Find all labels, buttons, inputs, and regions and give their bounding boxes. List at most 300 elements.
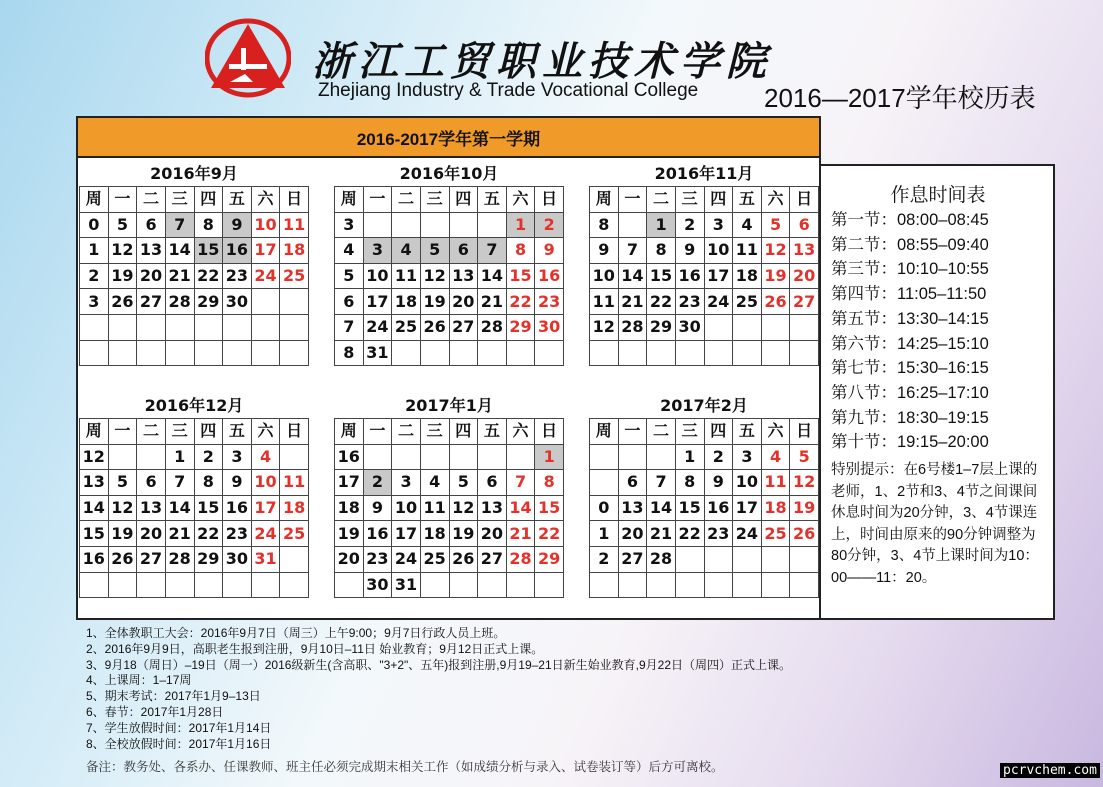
day-cell: 15 (506, 263, 535, 289)
day-cell (363, 444, 392, 470)
day-cell: 21 (165, 263, 194, 289)
day-cell: 18 (733, 263, 762, 289)
day-cell: 13 (449, 263, 478, 289)
day-cell: 16 (675, 263, 704, 289)
week-number: 1 (590, 521, 619, 547)
schedule-note: 特别提示：在6号楼1–7层上课的老师，1、2节和3、4节之间课间休息时间为20分钟，3、4节课连上，时间由原来的90分钟调整为80分钟，3、4节上课时间为10：00——11：20。 (831, 462, 1039, 586)
day-cell: 7 (618, 238, 647, 264)
day-cell (449, 212, 478, 238)
day-cell: 27 (618, 546, 647, 572)
day-cell: 17 (251, 238, 280, 264)
week-number: 17 (335, 470, 364, 496)
day-cell: 17 (733, 495, 762, 521)
month-calendar (589, 392, 819, 598)
weekday-header: 三 (675, 187, 704, 213)
day-cell (223, 572, 252, 598)
day-cell: 19 (420, 289, 449, 315)
weekday-header: 周 (80, 419, 109, 445)
week-number: 12 (590, 314, 619, 340)
weekday-header: 六 (251, 419, 280, 445)
week-number: 20 (335, 546, 364, 572)
day-cell: 5 (761, 212, 790, 238)
month-title: 2016年12月 (144, 396, 244, 415)
day-cell: 5 (108, 470, 137, 496)
day-cell (618, 340, 647, 366)
week-number (80, 314, 109, 340)
calendar-title: 2016—2017学年校历表 (764, 83, 1036, 113)
day-cell: 25 (392, 314, 421, 340)
weekday-header: 二 (647, 187, 676, 213)
day-cell (392, 444, 421, 470)
day-cell: 24 (392, 546, 421, 572)
day-cell (506, 340, 535, 366)
day-cell (535, 572, 564, 598)
day-cell (790, 572, 819, 598)
day-cell (478, 212, 507, 238)
day-cell: 26 (420, 314, 449, 340)
schedule-period: 第六节：14:25–15:10 (831, 334, 989, 353)
day-cell (108, 444, 137, 470)
day-cell: 24 (733, 521, 762, 547)
weekday-header: 日 (535, 187, 564, 213)
day-cell (704, 546, 733, 572)
schedule-period: 第四节：11:05–11:50 (831, 285, 987, 304)
day-cell: 30 (675, 314, 704, 340)
day-cell (392, 212, 421, 238)
day-cell (251, 289, 280, 315)
day-cell: 31 (251, 546, 280, 572)
day-cell: 15 (535, 495, 564, 521)
day-cell (420, 340, 449, 366)
day-cell: 22 (194, 521, 223, 547)
day-cell: 12 (108, 495, 137, 521)
weekday-header: 五 (733, 187, 762, 213)
day-cell: 15 (675, 495, 704, 521)
day-cell: 7 (506, 470, 535, 496)
day-cell (704, 572, 733, 598)
day-cell: 22 (194, 263, 223, 289)
weekday-header: 六 (506, 419, 535, 445)
day-cell: 13 (618, 495, 647, 521)
day-cell (506, 572, 535, 598)
day-cell (392, 340, 421, 366)
day-cell (761, 340, 790, 366)
day-cell: 24 (251, 263, 280, 289)
day-cell (618, 212, 647, 238)
weekday-header: 六 (251, 187, 280, 213)
day-cell (223, 314, 252, 340)
day-cell: 5 (108, 212, 137, 238)
day-cell (194, 572, 223, 598)
day-cell: 1 (535, 444, 564, 470)
day-cell: 1 (165, 444, 194, 470)
day-cell: 29 (647, 314, 676, 340)
day-cell: 26 (790, 521, 819, 547)
day-cell (449, 572, 478, 598)
week-number (590, 470, 619, 496)
schedule-period: 第十节：19:15–20:00 (831, 433, 989, 452)
day-cell: 10 (733, 470, 762, 496)
day-cell: 20 (478, 521, 507, 547)
day-cell: 21 (506, 521, 535, 547)
weekday-header: 周 (590, 187, 619, 213)
day-cell: 10 (704, 238, 733, 264)
day-cell: 28 (165, 289, 194, 315)
month-calendar (334, 160, 564, 366)
day-cell: 8 (194, 470, 223, 496)
day-cell (165, 340, 194, 366)
day-cell: 22 (506, 289, 535, 315)
day-cell: 5 (420, 238, 449, 264)
day-cell: 14 (618, 263, 647, 289)
week-number: 0 (590, 495, 619, 521)
day-cell: 14 (478, 263, 507, 289)
day-cell: 2 (363, 470, 392, 496)
day-cell: 10 (251, 212, 280, 238)
weekday-header: 一 (363, 419, 392, 445)
note-item: 5、期末考试：2017年1月9–13日 (86, 689, 261, 704)
day-cell: 18 (280, 495, 309, 521)
month-grid (334, 186, 564, 366)
week-number: 2 (80, 263, 109, 289)
day-cell: 18 (392, 289, 421, 315)
month-title: 2016年9月 (150, 164, 238, 183)
day-cell: 2 (704, 444, 733, 470)
day-cell: 9 (704, 470, 733, 496)
month-title: 2016年10月 (399, 164, 499, 183)
day-cell: 2 (535, 212, 564, 238)
weekday-header: 三 (165, 419, 194, 445)
week-number: 5 (335, 263, 364, 289)
day-cell: 19 (108, 521, 137, 547)
day-cell (108, 572, 137, 598)
week-number: 16 (335, 444, 364, 470)
day-cell: 6 (618, 470, 647, 496)
day-cell: 9 (223, 470, 252, 496)
day-cell: 20 (137, 263, 166, 289)
day-cell: 28 (478, 314, 507, 340)
day-cell: 23 (363, 546, 392, 572)
week-number: 16 (80, 546, 109, 572)
day-cell (618, 444, 647, 470)
day-cell (251, 340, 280, 366)
week-number: 3 (335, 212, 364, 238)
weekday-header: 五 (478, 419, 507, 445)
day-cell: 25 (280, 521, 309, 547)
month-calendar (334, 392, 564, 598)
day-cell: 17 (392, 521, 421, 547)
day-cell: 30 (223, 289, 252, 315)
day-cell (420, 572, 449, 598)
week-number: 14 (80, 495, 109, 521)
weekday-header: 六 (506, 187, 535, 213)
day-cell: 27 (790, 289, 819, 315)
day-cell: 11 (733, 238, 762, 264)
week-number: 0 (80, 212, 109, 238)
weekday-header: 日 (280, 187, 309, 213)
note-item: 8、全校放假时间：2017年1月16日 (86, 736, 272, 751)
day-cell: 23 (223, 263, 252, 289)
day-cell: 29 (194, 289, 223, 315)
month-calendar (79, 392, 309, 598)
day-cell: 5 (449, 470, 478, 496)
day-cell: 14 (165, 238, 194, 264)
month-title: 2017年1月 (405, 396, 493, 415)
week-number: 11 (590, 289, 619, 315)
week-number: 15 (80, 521, 109, 547)
day-cell (761, 314, 790, 340)
day-cell: 17 (704, 263, 733, 289)
day-cell: 1 (647, 212, 676, 238)
day-cell: 12 (449, 495, 478, 521)
day-cell: 25 (761, 521, 790, 547)
weekday-header: 三 (420, 419, 449, 445)
day-cell: 3 (363, 238, 392, 264)
day-cell (704, 314, 733, 340)
month-title: 2017年2月 (660, 396, 748, 415)
day-cell: 6 (790, 212, 819, 238)
weekday-header: 六 (761, 187, 790, 213)
day-cell: 28 (647, 546, 676, 572)
month-calendar (79, 160, 309, 366)
day-cell: 1 (675, 444, 704, 470)
day-cell: 11 (280, 212, 309, 238)
weekday-header: 二 (392, 419, 421, 445)
day-cell (280, 289, 309, 315)
day-cell (790, 340, 819, 366)
day-cell (165, 314, 194, 340)
day-cell (733, 546, 762, 572)
day-cell: 6 (137, 212, 166, 238)
day-cell: 21 (165, 521, 194, 547)
day-cell: 30 (535, 314, 564, 340)
day-cell (535, 340, 564, 366)
week-number: 19 (335, 521, 364, 547)
day-cell: 3 (223, 444, 252, 470)
day-cell: 12 (108, 238, 137, 264)
day-cell: 9 (363, 495, 392, 521)
day-cell: 5 (790, 444, 819, 470)
day-cell (675, 340, 704, 366)
day-cell: 20 (137, 521, 166, 547)
day-cell: 10 (363, 263, 392, 289)
week-number: 1 (80, 238, 109, 264)
day-cell: 14 (165, 495, 194, 521)
day-cell: 18 (280, 238, 309, 264)
weekday-header: 五 (733, 419, 762, 445)
day-cell: 20 (790, 263, 819, 289)
day-cell: 7 (478, 238, 507, 264)
weekday-header: 四 (449, 419, 478, 445)
week-number (335, 572, 364, 598)
day-cell (280, 444, 309, 470)
day-cell: 11 (761, 470, 790, 496)
month-grid (79, 186, 309, 366)
day-cell: 15 (194, 495, 223, 521)
day-cell (280, 340, 309, 366)
day-cell: 16 (363, 521, 392, 547)
day-cell: 7 (165, 212, 194, 238)
day-cell: 22 (675, 521, 704, 547)
day-cell (251, 572, 280, 598)
week-number: 7 (335, 314, 364, 340)
weekday-header: 三 (165, 187, 194, 213)
weekday-header: 二 (137, 187, 166, 213)
day-cell: 17 (251, 495, 280, 521)
weekday-header: 日 (790, 187, 819, 213)
schedule-period: 第七节：15:30–16:15 (831, 359, 989, 378)
day-cell (647, 340, 676, 366)
day-cell (704, 340, 733, 366)
day-cell (280, 314, 309, 340)
day-cell (478, 572, 507, 598)
schedule-period: 第五节：13:30–14:15 (831, 309, 989, 328)
note-item: 4、上课周：1–17周 (86, 673, 192, 688)
weekday-header: 一 (108, 187, 137, 213)
day-cell: 8 (675, 470, 704, 496)
weekday-header: 四 (704, 187, 733, 213)
weekday-header: 三 (675, 419, 704, 445)
school-logo (205, 18, 291, 98)
day-cell: 25 (420, 546, 449, 572)
schedule-period: 第九节：18:30–19:15 (831, 408, 989, 427)
day-cell: 19 (449, 521, 478, 547)
weekday-header: 日 (280, 419, 309, 445)
week-number: 9 (590, 238, 619, 264)
day-cell (108, 340, 137, 366)
weekday-header: 三 (420, 187, 449, 213)
day-cell (790, 546, 819, 572)
day-cell: 4 (733, 212, 762, 238)
remark: 备注：教务处、各系办、任课教师、班主任必须完成期末相关工作（如成绩分析与录入、试卷装订等）后方可离校。 (86, 760, 724, 774)
schedule-period: 第三节：10:10–10:55 (831, 260, 989, 279)
day-cell (790, 314, 819, 340)
day-cell: 12 (790, 470, 819, 496)
weekday-header: 二 (647, 419, 676, 445)
day-cell: 8 (647, 238, 676, 264)
schedule-title: 作息时间表 (890, 184, 986, 206)
day-cell: 20 (449, 289, 478, 315)
day-cell: 9 (223, 212, 252, 238)
day-cell: 4 (392, 238, 421, 264)
school-name-en: Zhejiang Industry & Trade Vocational College (318, 80, 699, 101)
day-cell: 27 (449, 314, 478, 340)
day-cell: 16 (223, 495, 252, 521)
day-cell: 12 (420, 263, 449, 289)
day-cell: 8 (506, 238, 535, 264)
day-cell (363, 212, 392, 238)
week-number: 4 (335, 238, 364, 264)
week-number: 6 (335, 289, 364, 315)
day-cell: 31 (363, 340, 392, 366)
day-cell: 7 (165, 470, 194, 496)
day-cell (137, 444, 166, 470)
month-grid (589, 418, 819, 598)
day-cell (420, 212, 449, 238)
day-cell: 23 (675, 289, 704, 315)
day-cell (647, 444, 676, 470)
day-cell: 6 (449, 238, 478, 264)
day-cell: 9 (675, 238, 704, 264)
semester-title: 2016-2017学年第一学期 (78, 118, 819, 158)
weekday-header: 周 (590, 419, 619, 445)
weekday-header: 周 (80, 187, 109, 213)
day-cell: 11 (420, 495, 449, 521)
day-cell: 30 (223, 546, 252, 572)
month-grid (79, 418, 309, 598)
day-cell: 10 (392, 495, 421, 521)
day-cell: 28 (165, 546, 194, 572)
day-cell: 14 (506, 495, 535, 521)
week-number: 12 (80, 444, 109, 470)
day-cell: 28 (506, 546, 535, 572)
day-cell (675, 572, 704, 598)
day-cell: 26 (108, 546, 137, 572)
day-cell: 28 (618, 314, 647, 340)
day-cell (761, 546, 790, 572)
day-cell: 16 (535, 263, 564, 289)
day-cell: 26 (449, 546, 478, 572)
day-cell: 1 (506, 212, 535, 238)
weekday-header: 一 (108, 419, 137, 445)
weekday-header: 四 (194, 187, 223, 213)
day-cell: 27 (137, 546, 166, 572)
day-cell (733, 572, 762, 598)
day-cell: 13 (478, 495, 507, 521)
week-number (590, 444, 619, 470)
day-cell: 21 (618, 289, 647, 315)
day-cell: 15 (194, 238, 223, 264)
day-cell: 27 (478, 546, 507, 572)
day-cell (733, 314, 762, 340)
day-cell: 18 (420, 521, 449, 547)
month-calendar (589, 160, 819, 366)
day-cell: 4 (251, 444, 280, 470)
week-number (590, 572, 619, 598)
day-cell: 19 (790, 495, 819, 521)
day-cell: 6 (137, 470, 166, 496)
day-cell: 8 (194, 212, 223, 238)
day-cell: 22 (535, 521, 564, 547)
day-cell: 4 (761, 444, 790, 470)
day-cell (420, 444, 449, 470)
day-cell: 26 (761, 289, 790, 315)
day-cell (618, 572, 647, 598)
weekday-header: 二 (392, 187, 421, 213)
day-cell (251, 314, 280, 340)
week-number: 8 (335, 340, 364, 366)
weekday-header: 四 (194, 419, 223, 445)
month-title: 2016年11月 (654, 164, 754, 183)
notes-list (86, 626, 791, 752)
week-number: 2 (590, 546, 619, 572)
schedule-period: 第八节：16:25–17:10 (831, 383, 989, 402)
day-cell: 24 (251, 521, 280, 547)
day-cell (449, 444, 478, 470)
week-number: 3 (80, 289, 109, 315)
day-cell: 21 (647, 521, 676, 547)
day-cell (223, 340, 252, 366)
day-cell: 21 (478, 289, 507, 315)
day-cell: 24 (363, 314, 392, 340)
note-item: 6、春节：2017年1月28日 (86, 704, 224, 719)
day-cell: 6 (478, 470, 507, 496)
day-cell (761, 572, 790, 598)
day-cell: 12 (761, 238, 790, 264)
day-cell (280, 572, 309, 598)
weekday-header: 周 (335, 187, 364, 213)
day-cell: 18 (761, 495, 790, 521)
